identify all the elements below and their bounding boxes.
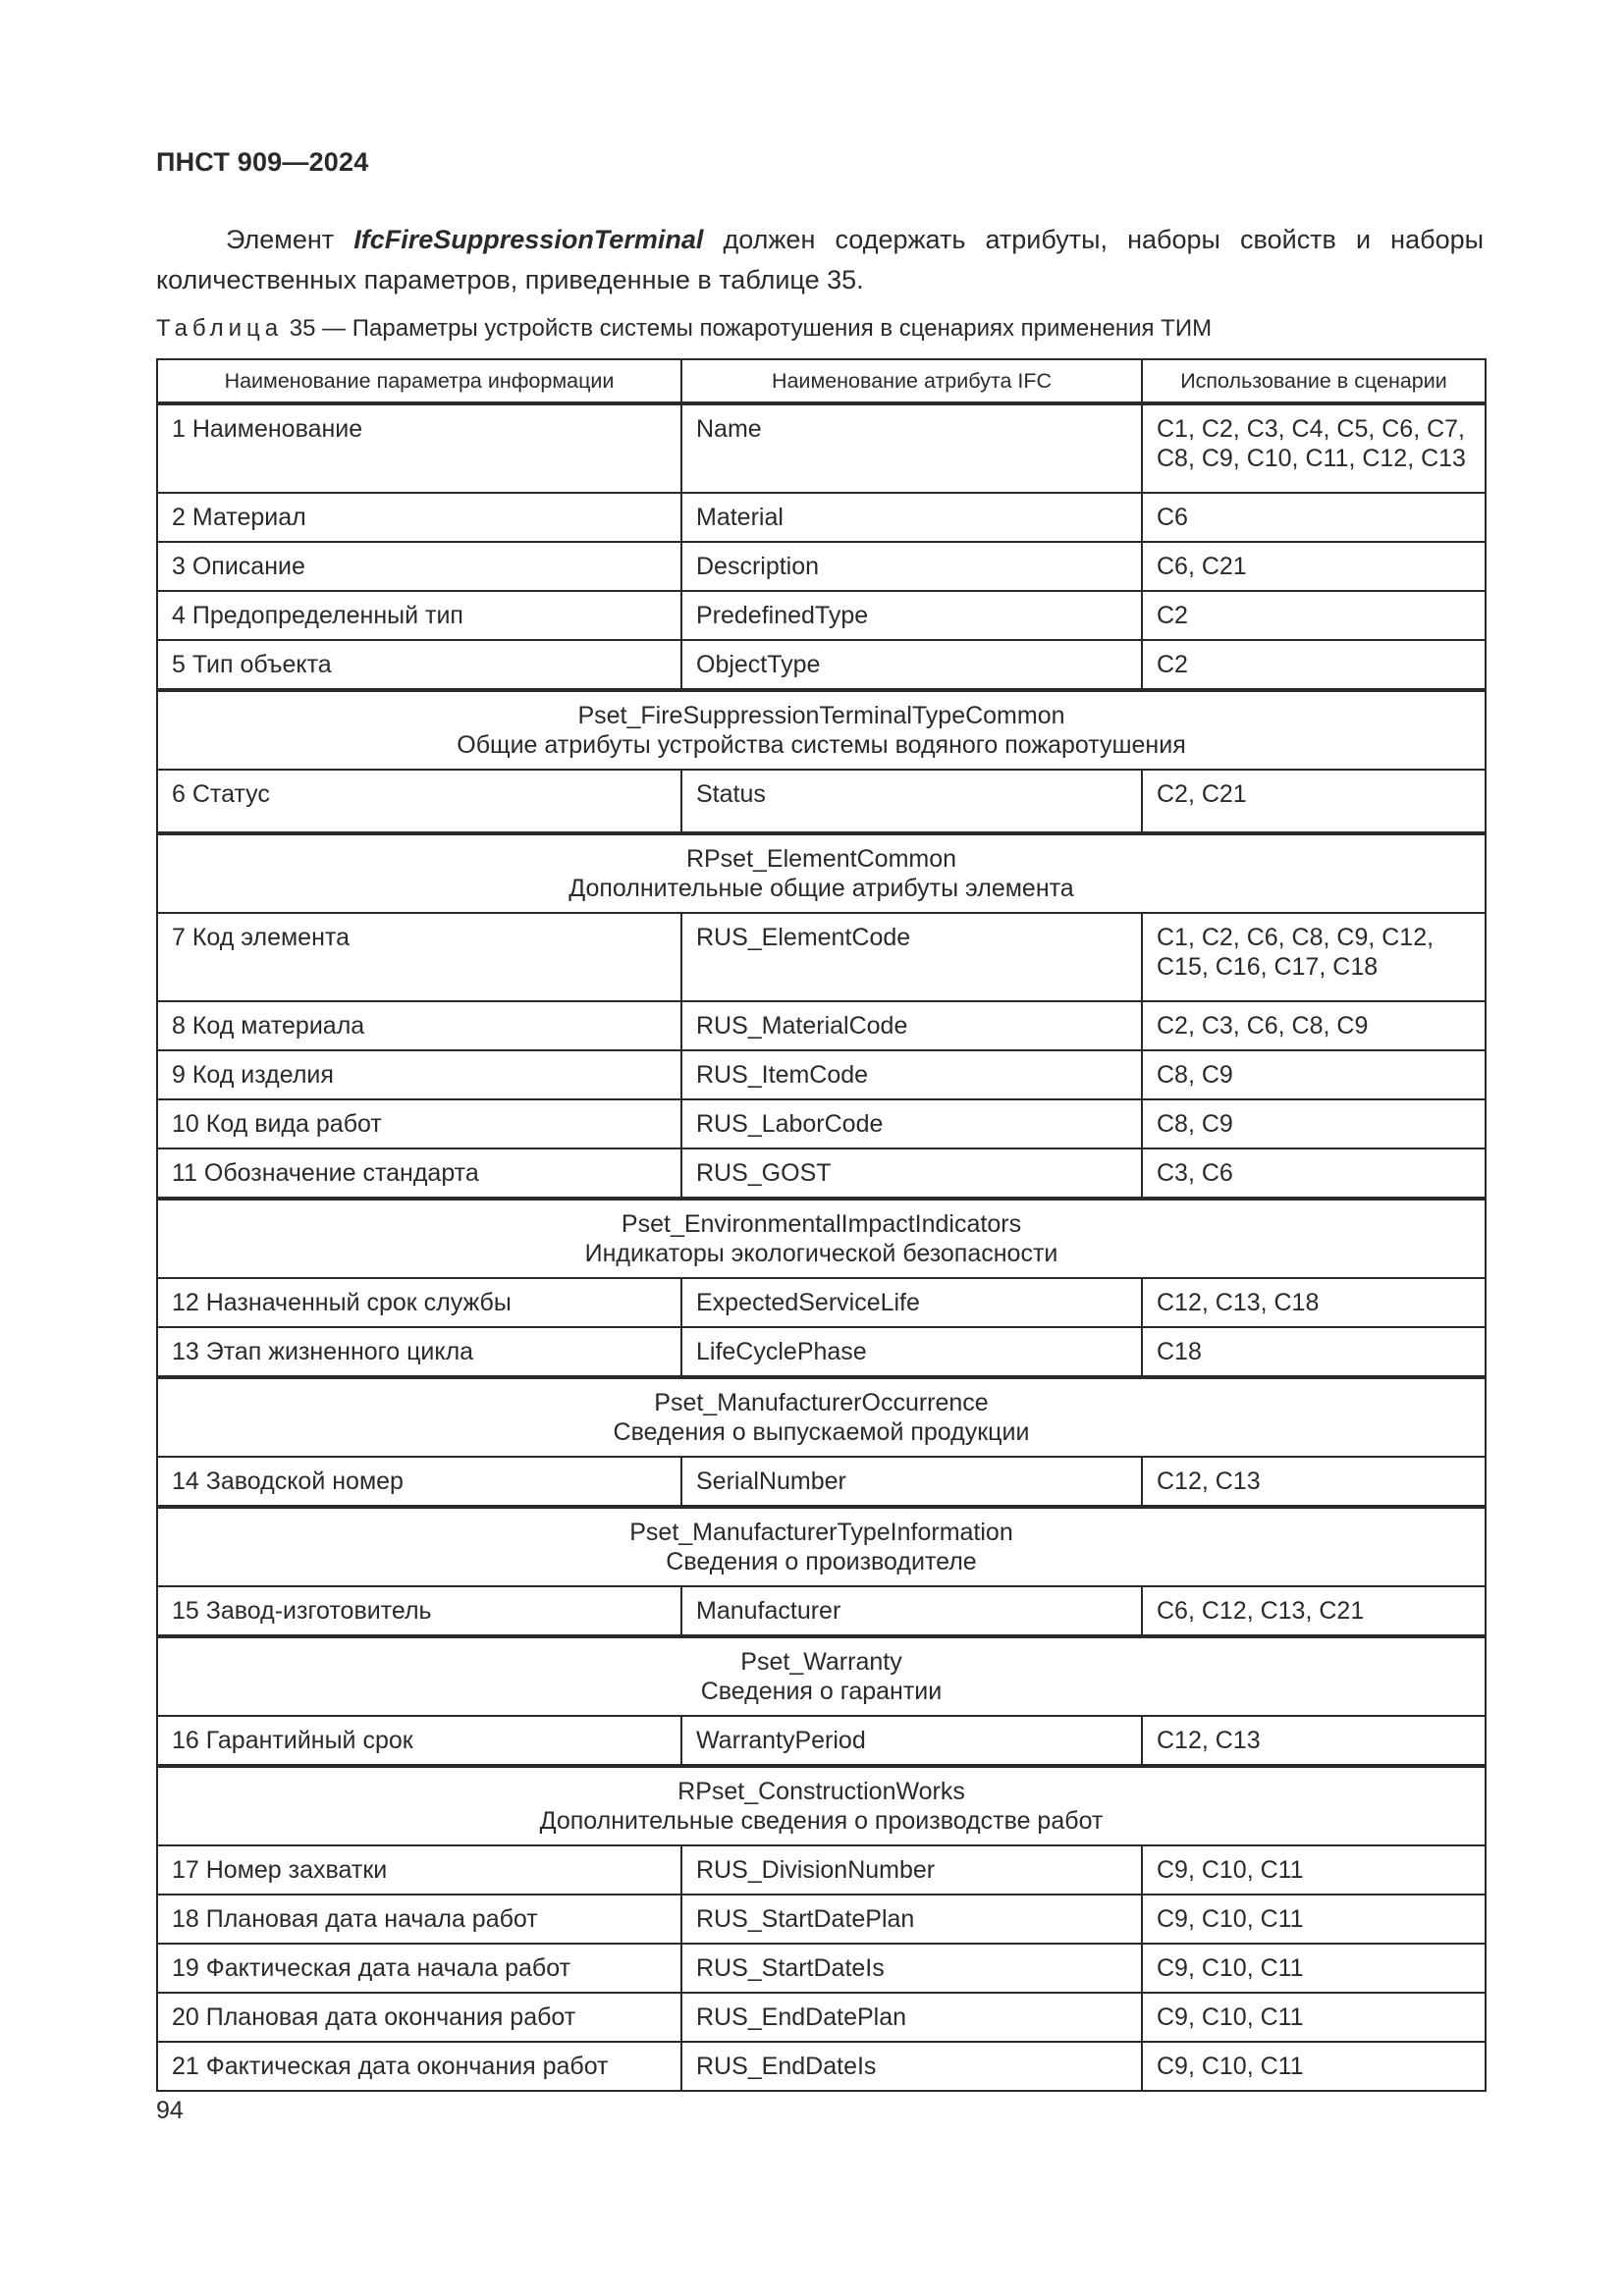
table-caption: [156, 315, 1212, 343]
parameter-cell: 14 Заводской номер: [157, 1457, 681, 1507]
scenario-usage-cell: С2: [1142, 591, 1486, 640]
parameter-cell: 4 Предопределенный тип: [157, 591, 681, 640]
table-row: [157, 493, 1486, 542]
ifc-attribute-cell: RUS_StartDateIs: [681, 1944, 1142, 1993]
caption-text: 35 — Параметры устройств системы пожаротушения в сценариях применения ТИМ: [283, 315, 1213, 342]
scenario-usage-cell: С6, С21: [1142, 542, 1486, 591]
table-row: [157, 403, 1486, 493]
ifc-attribute-cell: RUS_GOST: [681, 1148, 1142, 1199]
property-set-cell: [157, 1377, 1486, 1457]
scenario-usage-cell: С1, С2, С6, С8, С9, С12, С15, С16, С17, С18: [1142, 913, 1486, 1001]
scenario-usage-cell: С9, С10, С11: [1142, 1895, 1486, 1944]
intro-text-before: Элемент: [226, 225, 354, 254]
table-header-row: [157, 359, 1486, 403]
ifc-attribute-cell: Name: [681, 403, 1142, 493]
ifc-attribute-cell: ExpectedServiceLife: [681, 1278, 1142, 1327]
table-row: [157, 1148, 1486, 1199]
ifc-attribute-cell: RUS_ElementCode: [681, 913, 1142, 1001]
ifc-attribute-cell: RUS_DivisionNumber: [681, 1845, 1142, 1895]
column-header-ifc-attribute: Наименование атрибута IFC: [681, 359, 1142, 403]
table-row: [157, 1993, 1486, 2042]
ifc-attribute-cell: SerialNumber: [681, 1457, 1142, 1507]
table-row: [157, 1944, 1486, 1993]
table-row: [157, 1050, 1486, 1099]
property-set-cell: [157, 1766, 1486, 1845]
table-row: [157, 591, 1486, 640]
ifc-attribute-cell: Material: [681, 493, 1142, 542]
parameter-cell: 13 Этап жизненного цикла: [157, 1327, 681, 1377]
scenario-usage-cell: С9, С10, С11: [1142, 1993, 1486, 2042]
scenario-usage-cell: С12, С13, С18: [1142, 1278, 1486, 1327]
property-set-name: Pset_Warranty: [740, 1648, 902, 1676]
parameter-cell: 9 Код изделия: [157, 1050, 681, 1099]
ifc-attribute-cell: WarrantyPeriod: [681, 1716, 1142, 1766]
scenario-usage-cell: С3, С6: [1142, 1148, 1486, 1199]
property-set-cell: [157, 690, 1486, 770]
property-set-row: [157, 1766, 1486, 1845]
ifc-attribute-cell: RUS_MaterialCode: [681, 1001, 1142, 1050]
ifc-attribute-cell: Status: [681, 770, 1142, 833]
property-set-name: Pset_ManufacturerOccurrence: [654, 1389, 989, 1416]
parameter-cell: 5 Тип объекта: [157, 640, 681, 690]
entity-name: IfcFireSuppressionTerminal: [353, 225, 704, 254]
table-row: [157, 1716, 1486, 1766]
ifc-attribute-cell: RUS_ItemCode: [681, 1050, 1142, 1099]
ifc-attribute-cell: RUS_LaborCode: [681, 1099, 1142, 1148]
parameter-cell: 11 Обозначение стандарта: [157, 1148, 681, 1199]
parameters-table: [156, 358, 1487, 2092]
property-set-row: [157, 1377, 1486, 1457]
table-row: [157, 1099, 1486, 1148]
parameter-cell: 8 Код материала: [157, 1001, 681, 1050]
table-row: [157, 2042, 1486, 2091]
property-set-row: [157, 1507, 1486, 1586]
scenario-usage-cell: С9, С10, С11: [1142, 1845, 1486, 1895]
table-row: [157, 1001, 1486, 1050]
scenario-usage-cell: С12, С13: [1142, 1457, 1486, 1507]
property-set-description: Сведения о гарантии: [700, 1678, 943, 1705]
parameter-cell: 16 Гарантийный срок: [157, 1716, 681, 1766]
page-number: 94: [156, 2097, 184, 2124]
property-set-row: [157, 1636, 1486, 1716]
scenario-usage-cell: С1, С2, С3, С4, С5, С6, С7, С8, С9, С10, С11, С12, С13: [1142, 403, 1486, 493]
parameter-cell: 15 Завод-изготовитель: [157, 1586, 681, 1636]
property-set-description: Дополнительные сведения о производстве работ: [539, 1807, 1104, 1835]
scenario-usage-cell: С9, С10, С11: [1142, 1944, 1486, 1993]
property-set-name: Pset_FireSuppressionTerminalTypeCommon: [577, 702, 1065, 729]
parameter-cell: 3 Описание: [157, 542, 681, 591]
document-code: ПНСТ 909—2024: [156, 147, 369, 177]
column-header-scenario-usage: Использование в сценарии: [1142, 359, 1486, 403]
parameter-cell: 20 Плановая дата окончания работ: [157, 1993, 681, 2042]
ifc-attribute-cell: Description: [681, 542, 1142, 591]
parameter-cell: 1 Наименование: [157, 403, 681, 493]
parameter-cell: 18 Плановая дата начала работ: [157, 1895, 681, 1944]
ifc-attribute-cell: PredefinedType: [681, 591, 1142, 640]
table-row: [157, 1845, 1486, 1895]
table-row: [157, 1895, 1486, 1944]
table-row: [157, 1278, 1486, 1327]
parameter-cell: 2 Материал: [157, 493, 681, 542]
parameter-cell: 17 Номер захватки: [157, 1845, 681, 1895]
property-set-name: RPset_ElementCommon: [685, 845, 957, 873]
table-row: [157, 1327, 1486, 1377]
property-set-row: [157, 1199, 1486, 1278]
scenario-usage-cell: С2, С3, С6, С8, С9: [1142, 1001, 1486, 1050]
property-set-description: Индикаторы экологической безопасности: [584, 1240, 1058, 1267]
ifc-attribute-cell: RUS_StartDatePlan: [681, 1895, 1142, 1944]
parameter-cell: 6 Статус: [157, 770, 681, 833]
intro-paragraph: [156, 220, 1484, 300]
intro-text-after: должен содержать атрибуты, наборы свойств и наборы количественных параметров, приведенные в таблице 35.: [156, 225, 1485, 294]
ifc-attribute-cell: ObjectType: [681, 640, 1142, 690]
scenario-usage-cell: С8, С9: [1142, 1050, 1486, 1099]
table-row: [157, 542, 1486, 591]
table-row: [157, 770, 1486, 833]
property-set-row: [157, 690, 1486, 770]
scenario-usage-cell: С6: [1142, 493, 1486, 542]
property-set-name: RPset_ConstructionWorks: [677, 1778, 965, 1805]
caption-word: Таблица: [156, 315, 284, 342]
ifc-attribute-cell: Manufacturer: [681, 1586, 1142, 1636]
table-row: [157, 913, 1486, 1001]
property-set-name: Pset_ManufacturerTypeInformation: [629, 1519, 1013, 1546]
scenario-usage-cell: С2: [1142, 640, 1486, 690]
scenario-usage-cell: С12, С13: [1142, 1716, 1486, 1766]
property-set-name: Pset_EnvironmentalImpactIndicators: [621, 1210, 1022, 1238]
property-set-cell: [157, 1636, 1486, 1716]
scenario-usage-cell: С8, С9: [1142, 1099, 1486, 1148]
parameter-cell: 21 Фактическая дата окончания работ: [157, 2042, 681, 2091]
property-set-description: Общие атрибуты устройства системы водяного пожаротушения: [457, 731, 1186, 759]
parameter-cell: 19 Фактическая дата начала работ: [157, 1944, 681, 1993]
table-row: [157, 1586, 1486, 1636]
parameter-cell: 7 Код элемента: [157, 913, 681, 1001]
property-set-row: [157, 833, 1486, 913]
property-set-description: Сведения о выпускаемой продукции: [613, 1418, 1030, 1446]
column-header-parameter: Наименование параметра информации: [157, 359, 681, 403]
parameter-cell: 10 Код вида работ: [157, 1099, 681, 1148]
scenario-usage-cell: С9, С10, С11: [1142, 2042, 1486, 2091]
scenario-usage-cell: С18: [1142, 1327, 1486, 1377]
scenario-usage-cell: С2, С21: [1142, 770, 1486, 833]
property-set-description: Сведения о производителе: [666, 1548, 977, 1575]
parameter-cell: 12 Назначенный срок службы: [157, 1278, 681, 1327]
table-row: [157, 640, 1486, 690]
ifc-attribute-cell: RUS_EndDateIs: [681, 2042, 1142, 2091]
ifc-attribute-cell: LifeCyclePhase: [681, 1327, 1142, 1377]
property-set-cell: [157, 833, 1486, 913]
property-set-description: Дополнительные общие атрибуты элемента: [568, 875, 1074, 902]
ifc-attribute-cell: RUS_EndDatePlan: [681, 1993, 1142, 2042]
property-set-cell: [157, 1199, 1486, 1278]
property-set-cell: [157, 1507, 1486, 1586]
table-row: [157, 1457, 1486, 1507]
scenario-usage-cell: С6, С12, С13, С21: [1142, 1586, 1486, 1636]
